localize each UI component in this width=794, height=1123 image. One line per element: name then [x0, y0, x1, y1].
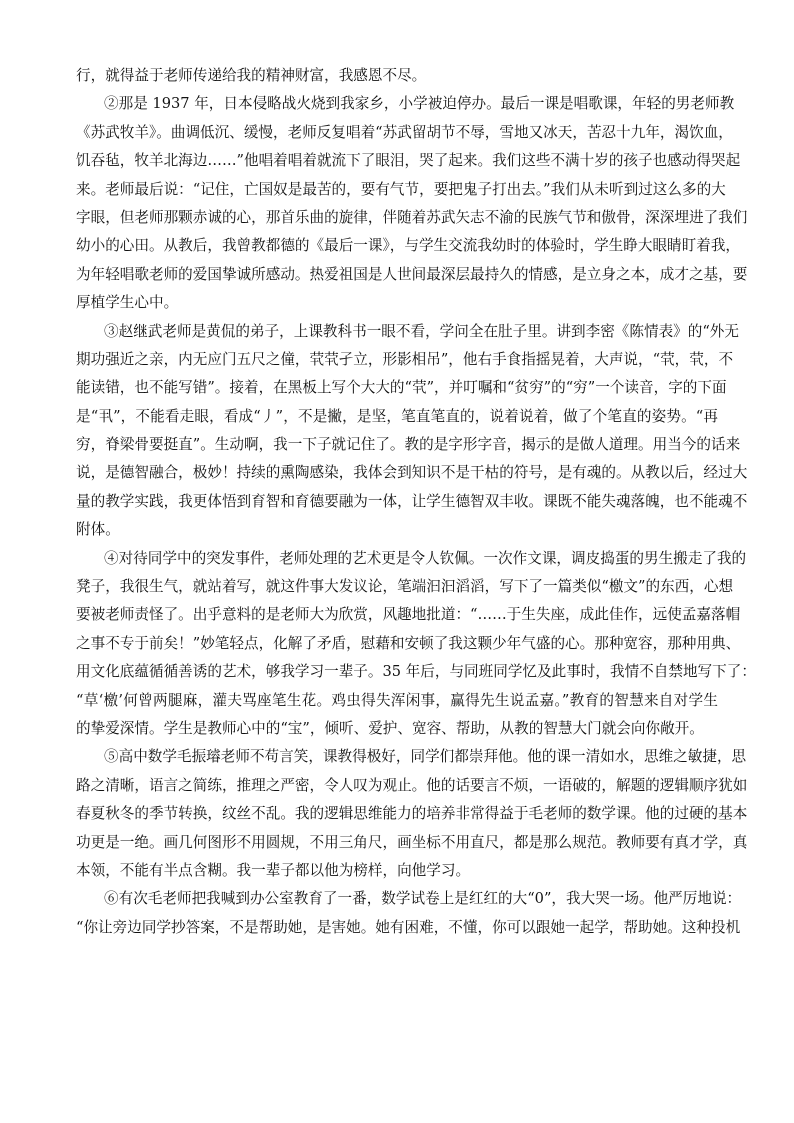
text-line: 期功强近之亲，内无应门五尺之僮，茕茕孑立，形影相吊”，他右手食指摇晃着，大声说，“茕，茕，不	[76, 350, 734, 368]
text-line: ⑤高中数学毛振璿老师不苟言笑，课教得极好，同学们都崇拜他。他的课一清如水，思维之敏捷，思	[104, 748, 747, 766]
text-line: 幼小的心田。从教后，我曾教都德的《最后一课》，与学生交流我幼时的体验时，学生睁大眼睛盯着我，	[76, 237, 741, 255]
text-line: ⑥有次毛老师把我喊到办公室教育了一番，数学试卷上是红红的大“0”，我大哭一场。他严厉地说：	[104, 890, 742, 908]
text-line: 穷，脊梁骨要挺直”。生动啊，我一下子就记住了。教的是字形字音，揭示的是做人道理。用当今的话来	[76, 436, 741, 454]
paragraph-p6	[76, 885, 742, 942]
text-line: 路之清晰，语言之简练，推理之严密，令人叹为观止。他的话要言不烦，一语破的，解题的逻辑顺序犹如	[76, 776, 748, 794]
text-line: 是“丮”，不能看走眼，看成“丿”，不是撇，是坚，笔直笔直的，说着说着，做了个笔直的姿势。“再	[76, 407, 718, 425]
paragraph-p1	[76, 62, 718, 90]
text-line: 来。老师最后说：“记住，亡国奴是最苦的，要有气节，要把鬼子打出去。”我们从未听到过这么多的大	[76, 180, 726, 198]
text-line: 本领，不能有半点含糊。我一辈子都以他为榜样，向他学习。	[76, 861, 471, 879]
text-line: 的挚爱深情。学生是教师心中的“宝”，倾听、爱护、宽容、帮助，从教的智慧大门就会向你敞开。	[76, 719, 704, 737]
text-line: ②那是 1937 年，日本侵略战火烧到我家乡，小学被迫停办。最后一课是唱歌课，年轻的男老师教	[104, 95, 735, 113]
paragraph-p3	[76, 318, 748, 545]
text-line: 用文化底蕴循循善诱的艺术，够我学习一辈子。35 年后，与同班同学忆及此事时，我情不自禁地写下了：	[76, 663, 756, 681]
paragraph-p5	[76, 743, 748, 885]
text-line: 说，是德智融合，极妙！持续的熏陶感染，我体会到知识不是干枯的符号，是有魂的。从教以后，经过大	[76, 464, 748, 482]
paragraph-p4	[76, 545, 756, 744]
text-line: ③赵继武老师是黄侃的弟子，上课教科书一眼不看，学问全在肚子里。讲到李密《陈情表》的“外无	[104, 322, 739, 340]
text-line: 字眼，但老师那颗赤诚的心，那首乐曲的旋律，伴随着苏武矢志不渝的民族气节和傲骨，深深埋进了我们	[76, 208, 748, 226]
text-line: 附体。	[76, 521, 120, 539]
text-line: 为年轻唱歌老师的爱国挚诚所感动。热爱祖国是人世间最深层最持久的情感，是立身之本，成才之基，要	[76, 265, 748, 283]
text-line: 春夏秋冬的季节转换，纹丝不乱。我的逻辑思维能力的培养非常得益于毛老师的数学课。他的过硬的基本	[76, 805, 748, 823]
text-line: 《苏武牧羊》。曲调低沉、缓慢，老师反复唱着“苏武留胡节不辱，雪地又冰天，苦忍十九年，渴饮血，	[76, 123, 733, 141]
text-line: 量的教学实践，我更体悟到育智和育德要融为一体，让学生德智双丰收。课既不能失魂落魄，也不能魂不	[76, 492, 748, 510]
text-line: 厚植学生心中。	[76, 294, 179, 312]
text-line: 之事不专于前矣！”妙笔轻点，化解了矛盾，慰藉和安顿了我这颗少年气盛的心。那种宽容，那种用典、	[76, 634, 741, 652]
text-line: 行，就得益于老师传递给我的精神财富，我感恩不尽。	[76, 67, 427, 84]
document-page	[76, 62, 756, 942]
text-line: 功更是一绝。画几何图形不用圆规，不用三角尺，画坐标不用直尺，都是那么规范。教师要有真才学，真	[76, 833, 748, 851]
text-line: ④对待同学中的突发事件，老师处理的艺术更是令人钦佩。一次作文课，调皮捣蛋的男生搬走了我的	[104, 549, 747, 567]
paragraph-p2	[76, 90, 748, 317]
text-line: 要被老师责怪了。出乎意料的是老师大为欣赏，风趣地批道：“……于生失座，成此佳作，远使孟嘉落帽	[76, 606, 741, 624]
text-line: 饥吞毡，牧羊北海边……”他唱着唱着就流下了眼泪，哭了起来。我们这些不满十岁的孩子也感动得哭起	[76, 152, 741, 170]
text-line: 凳子，我很生气，就站着写，就这件事大发议论，笔端汩汩滔滔，写下了一篇类似“檄文”的东西，心想	[76, 578, 734, 596]
text-line: 能读错，也不能写错”。接着，在黑板上写个大大的“茕”，并叮嘱和“贫穷”的“穷”一个读音，字的下面	[76, 379, 727, 397]
text-line: “草‘檄’何曾两腿麻，灌夫骂座笔生花。鸡虫得失浑闲事，赢得先生说孟嘉。”教育的智慧来自对学生	[76, 691, 718, 709]
text-line: “你让旁边同学抄答案，不是帮助她，是害她。她有困难，不懂，你可以跟她一起学，帮助她。这种投机	[76, 918, 741, 936]
